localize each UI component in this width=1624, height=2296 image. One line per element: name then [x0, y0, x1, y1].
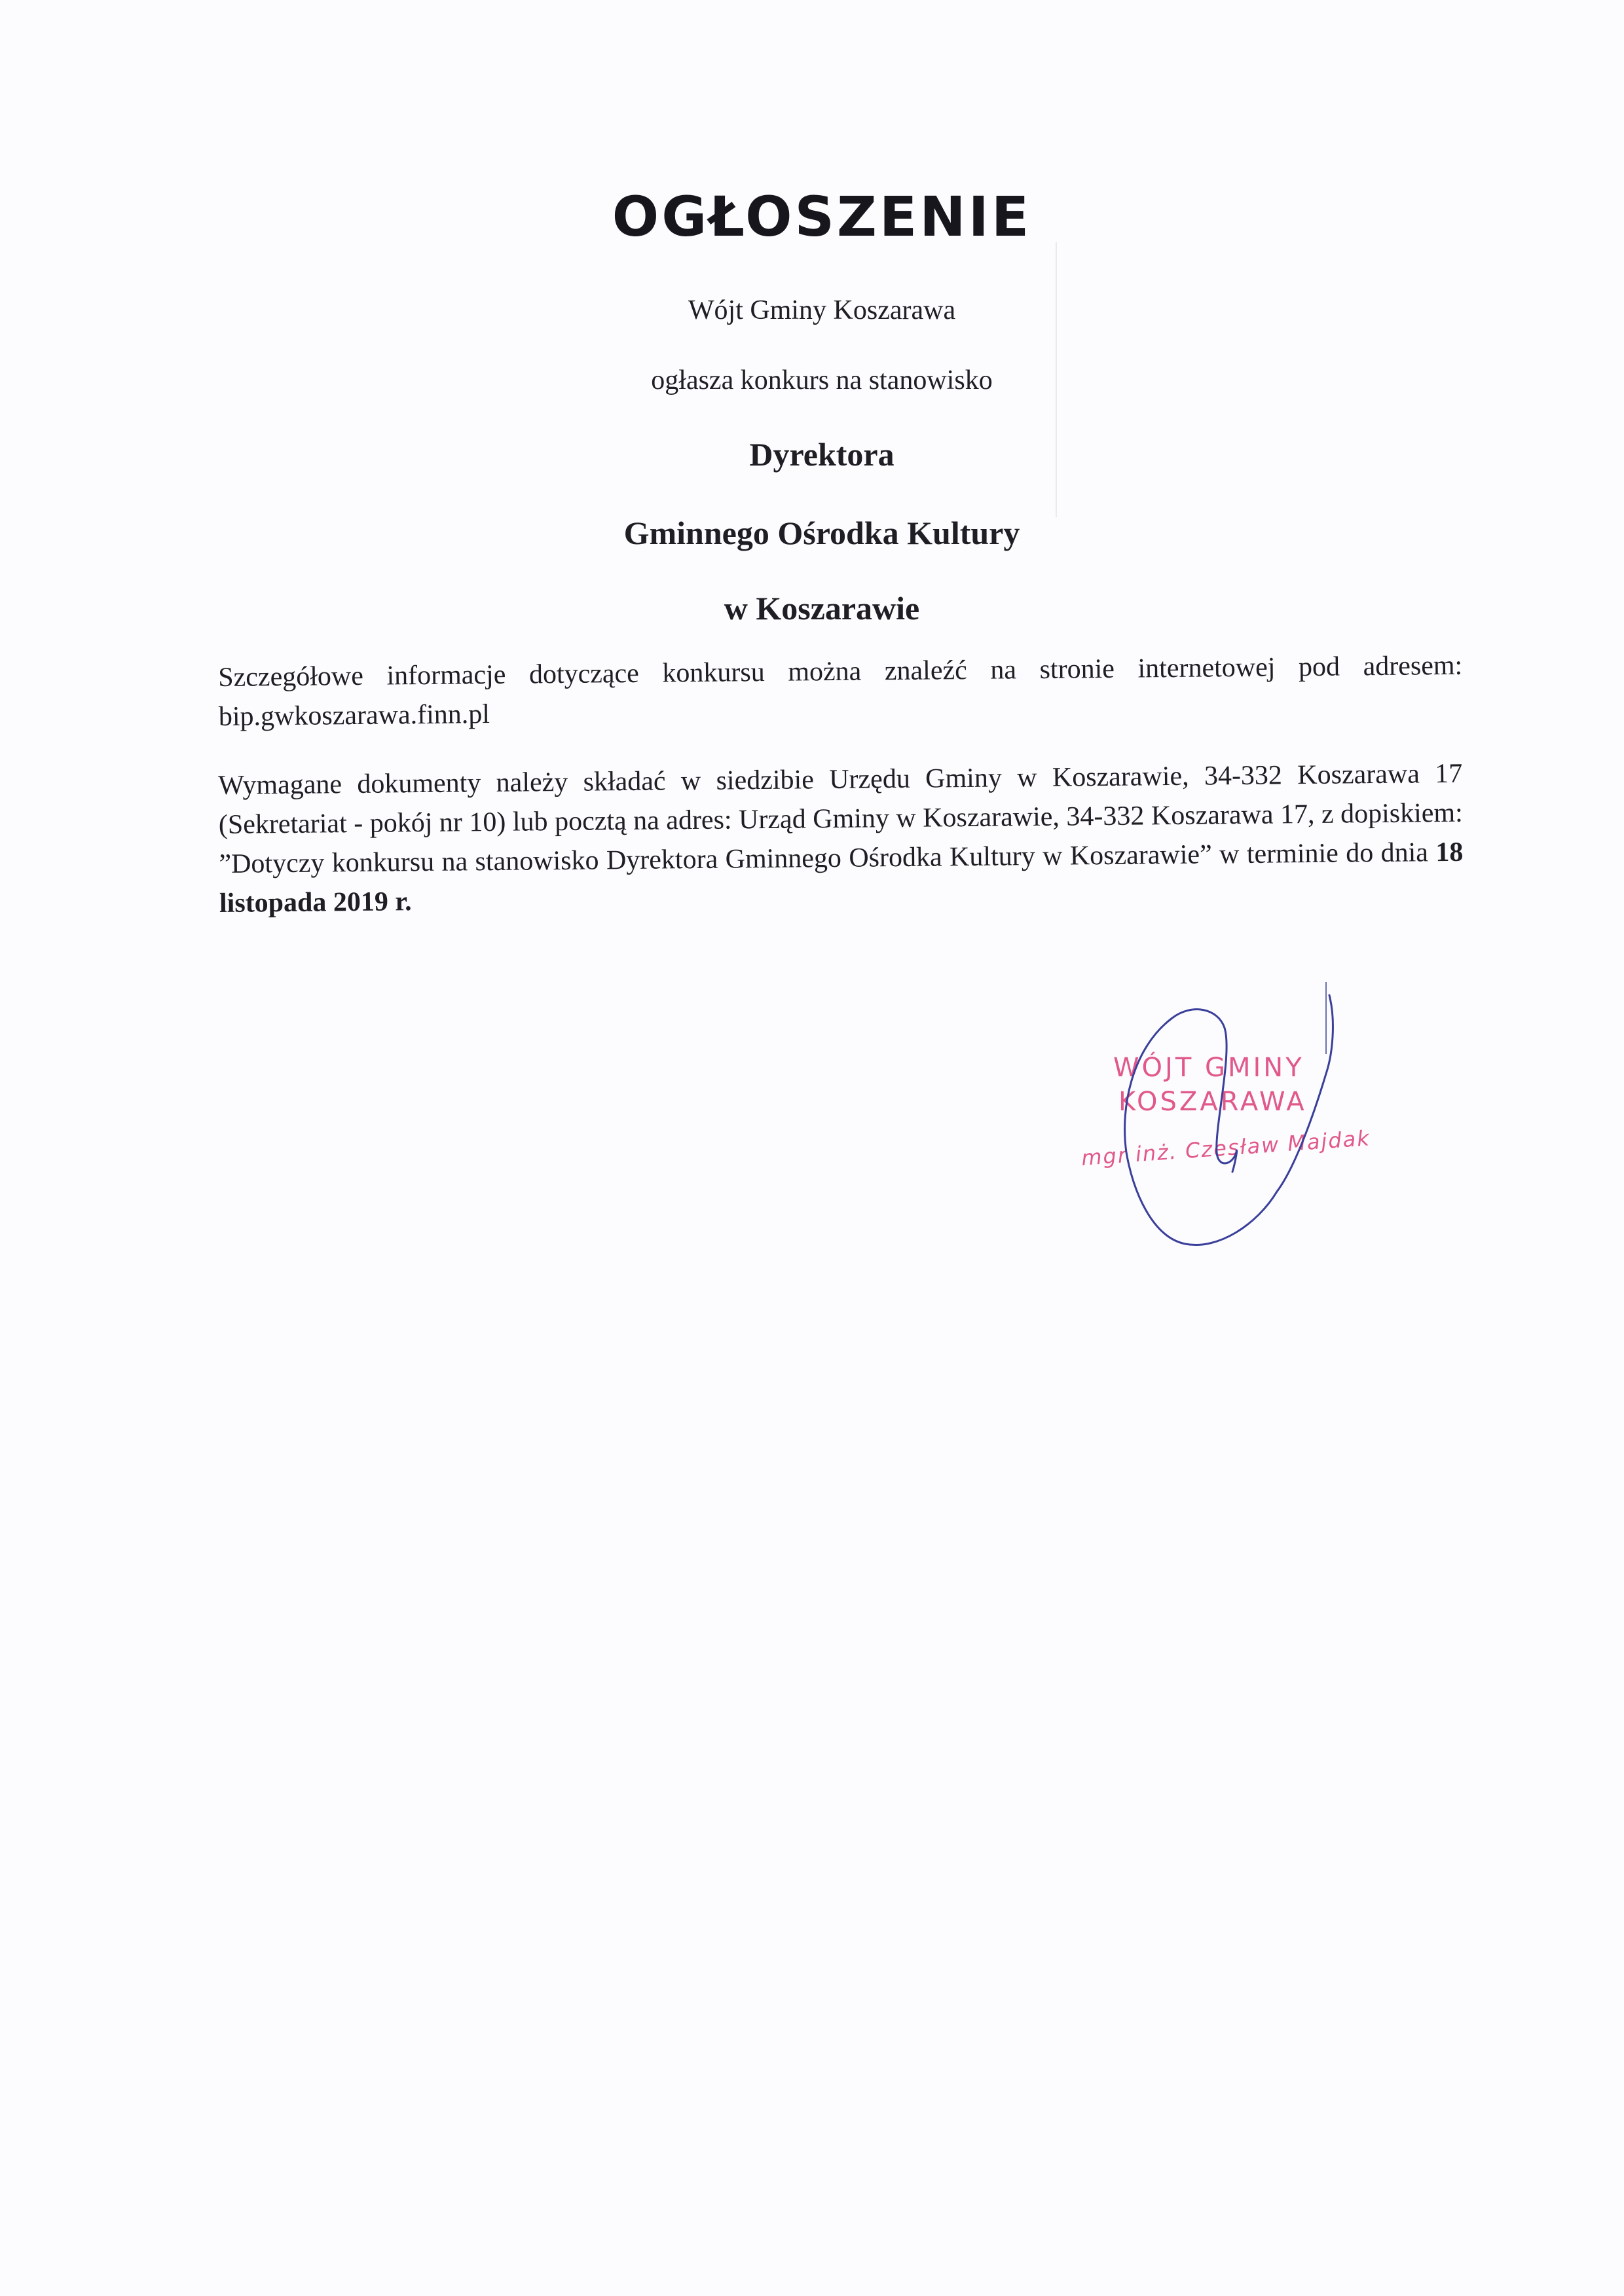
- institution-location: w Koszarawie: [724, 590, 920, 627]
- issuer-line: Wójt Gminy Koszarawa: [688, 295, 956, 325]
- official-stamp: [1061, 956, 1401, 1270]
- info-paragraph: Szczegółowe informacje dotyczące konkursu można znaleźć na stronie internetowej pod adresem: bip.gwkoszarawa.finn.pl: [218, 650, 1463, 732]
- requirements-text: Wymagane dokumenty należy składać w siedzibie Urzędu Gminy w Koszarawie, 34-332 Koszarawa 17 (Sekretariat - pokój nr 10) lub pocztą na adres: Urząd Gminy w Koszarawie, 34-332 Koszarawa 17, z dopiskiem: ”Dotyczy konkursu na stanowisko Dyrektora Gminnego Ośrodka Kultury w Koszarawie” w terminie do dnia: [218, 758, 1463, 879]
- position-title: Dyrektora: [749, 436, 895, 473]
- requirements-paragraph: [218, 754, 1464, 923]
- document-title: OGŁOSZENIE: [612, 185, 1032, 249]
- announcement-line: ogłasza konkurs na stanowisko: [651, 365, 993, 395]
- stamp-line-title: WÓJT GMINY: [1113, 1053, 1304, 1083]
- stamp-line-municipality: KOSZARAWA: [1118, 1087, 1307, 1117]
- handwritten-signature: [1061, 956, 1401, 1270]
- institution-name: Gminnego Ośrodka Kultury: [623, 515, 1020, 551]
- stamp-line-name: mgr inż. Czesław Majdak: [1080, 1125, 1371, 1171]
- scan-fold-line: [1056, 242, 1057, 517]
- deadline-date: 18 listopada 2019 r.: [219, 837, 1464, 919]
